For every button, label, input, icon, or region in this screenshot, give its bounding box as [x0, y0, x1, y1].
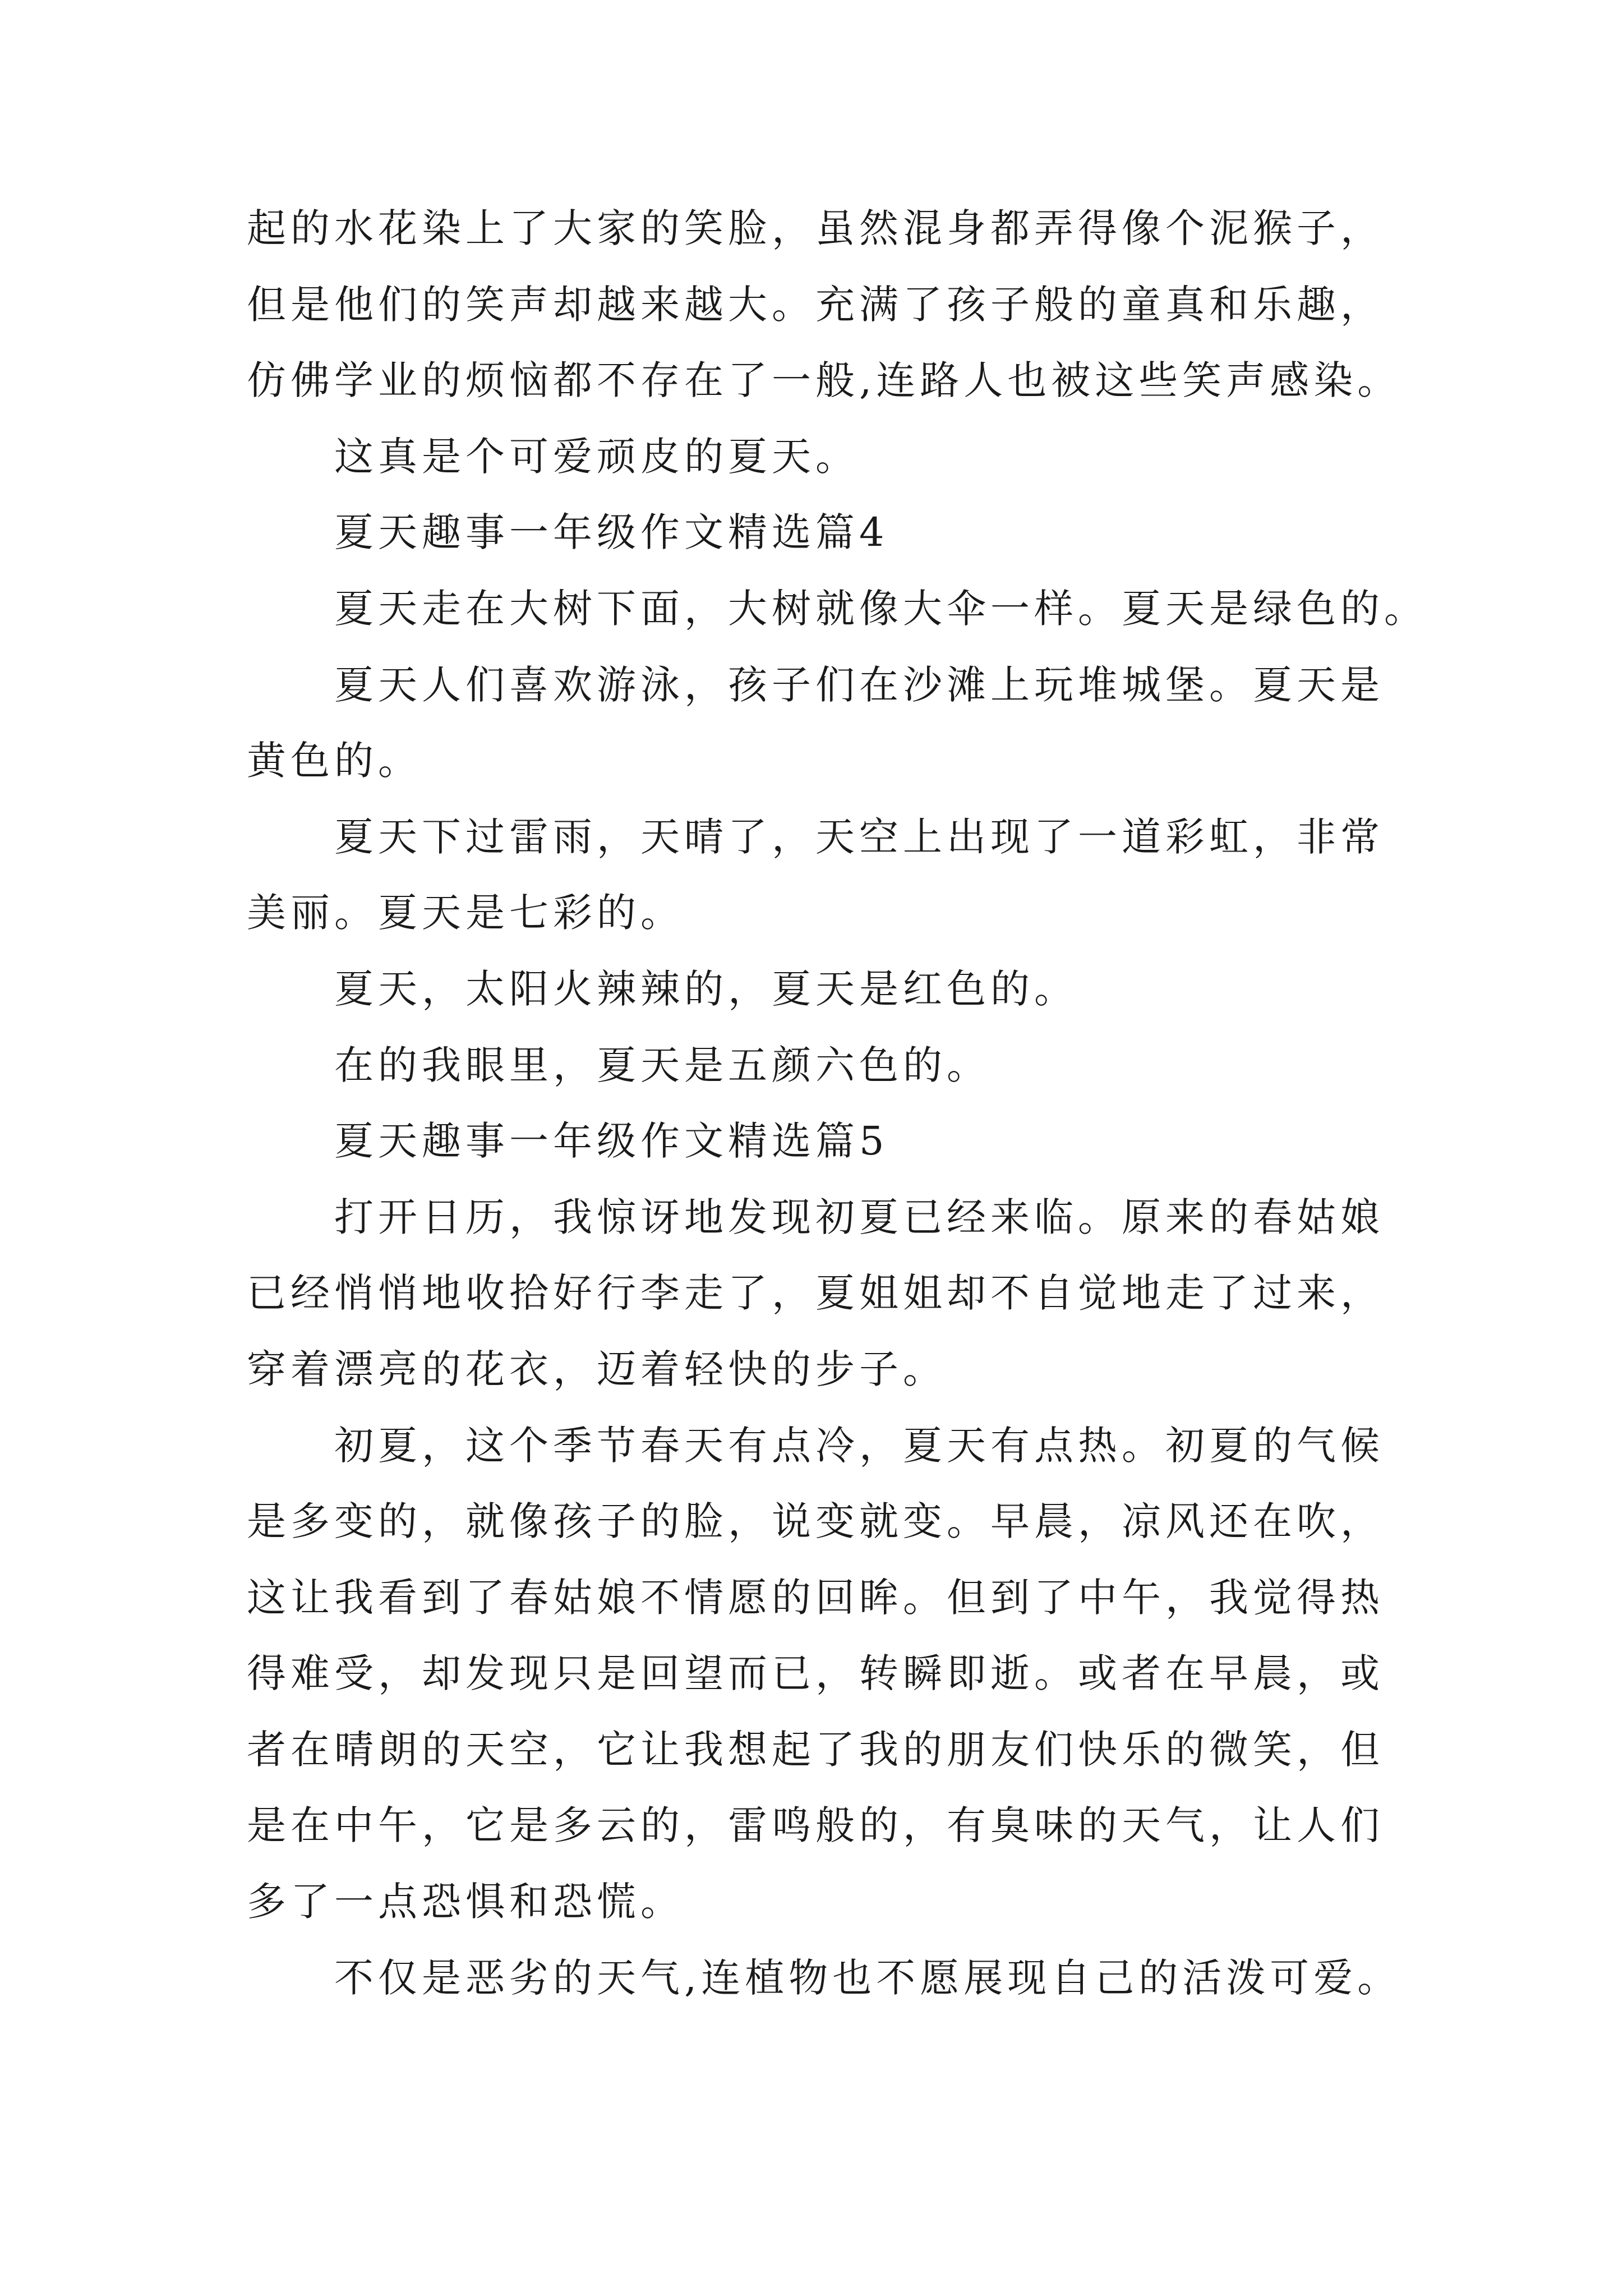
text-line: 在的我眼里，夏天是五颜六色的。 [334, 1042, 990, 1088]
text-line: 夏天人们喜欢游泳，孩子们在沙滩上玩堆城堡。夏天是 [334, 661, 1384, 708]
essay-body [247, 191, 1447, 2016]
text-line: 夏天走在大树下面，大树就像大伞一样。夏天是绿色的。 [334, 585, 1428, 632]
section-heading: 夏天趣事一年级作文精选篇5 [334, 1118, 889, 1165]
text-line: 不仅是恶劣的天气,连植物也不愿展现自己的活泼可爱。 [334, 1954, 1401, 2001]
text-line: 夏天，太阳火辣辣的，夏天是红色的。 [334, 965, 1078, 1012]
text-line: 穿着漂亮的花衣，迈着轻快的步子。 [247, 1346, 947, 1392]
text-line: 打开日历，我惊讶地发现初夏已经来临。原来的春姑娘 [334, 1194, 1384, 1240]
text-line: 是多变的，就像孩子的脸，说变就变。早晨，凉风还在吹， [247, 1498, 1384, 1545]
text-line: 多了一点恐惧和恐慌。 [247, 1879, 684, 1925]
text-line: 是在中午，它是多云的，雷鸣般的，有臭味的天气，让人们 [247, 1802, 1384, 1849]
text-line: 夏天下过雷雨，天晴了，天空上出现了一道彩虹，非常 [334, 813, 1384, 860]
text-line: 黄色的。 [247, 738, 422, 784]
text-line: 但是他们的笑声却越来越大。充满了孩子般的童真和乐趣， [247, 281, 1384, 328]
text-line: 美丽。夏天是七彩的。 [247, 890, 684, 936]
text-line: 这真是个可爱顽皮的夏天。 [334, 433, 859, 480]
text-line: 这让我看到了春姑娘不情愿的回眸。但到了中午，我觉得热 [247, 1574, 1384, 1621]
section-heading: 夏天趣事一年级作文精选篇4 [334, 509, 889, 556]
text-line: 初夏，这个季节春天有点冷，夏天有点热。初夏的气候 [334, 1422, 1384, 1469]
text-line: 者在晴朗的天空，它让我想起了我的朋友们快乐的微笑，但 [247, 1726, 1384, 1773]
text-line: 已经悄悄地收拾好行李走了，夏姐姐却不自觉地走了过来， [247, 1270, 1384, 1317]
text-line: 得难受，却发现只是回望而已，转瞬即逝。或者在早晨，或 [247, 1650, 1384, 1697]
text-line: 仿佛学业的烦恼都不存在了一般,连路人也被这些笑声感染。 [247, 357, 1401, 404]
text-line: 起的水花染上了大家的笑脸，虽然混身都弄得像个泥猴子， [247, 205, 1384, 251]
